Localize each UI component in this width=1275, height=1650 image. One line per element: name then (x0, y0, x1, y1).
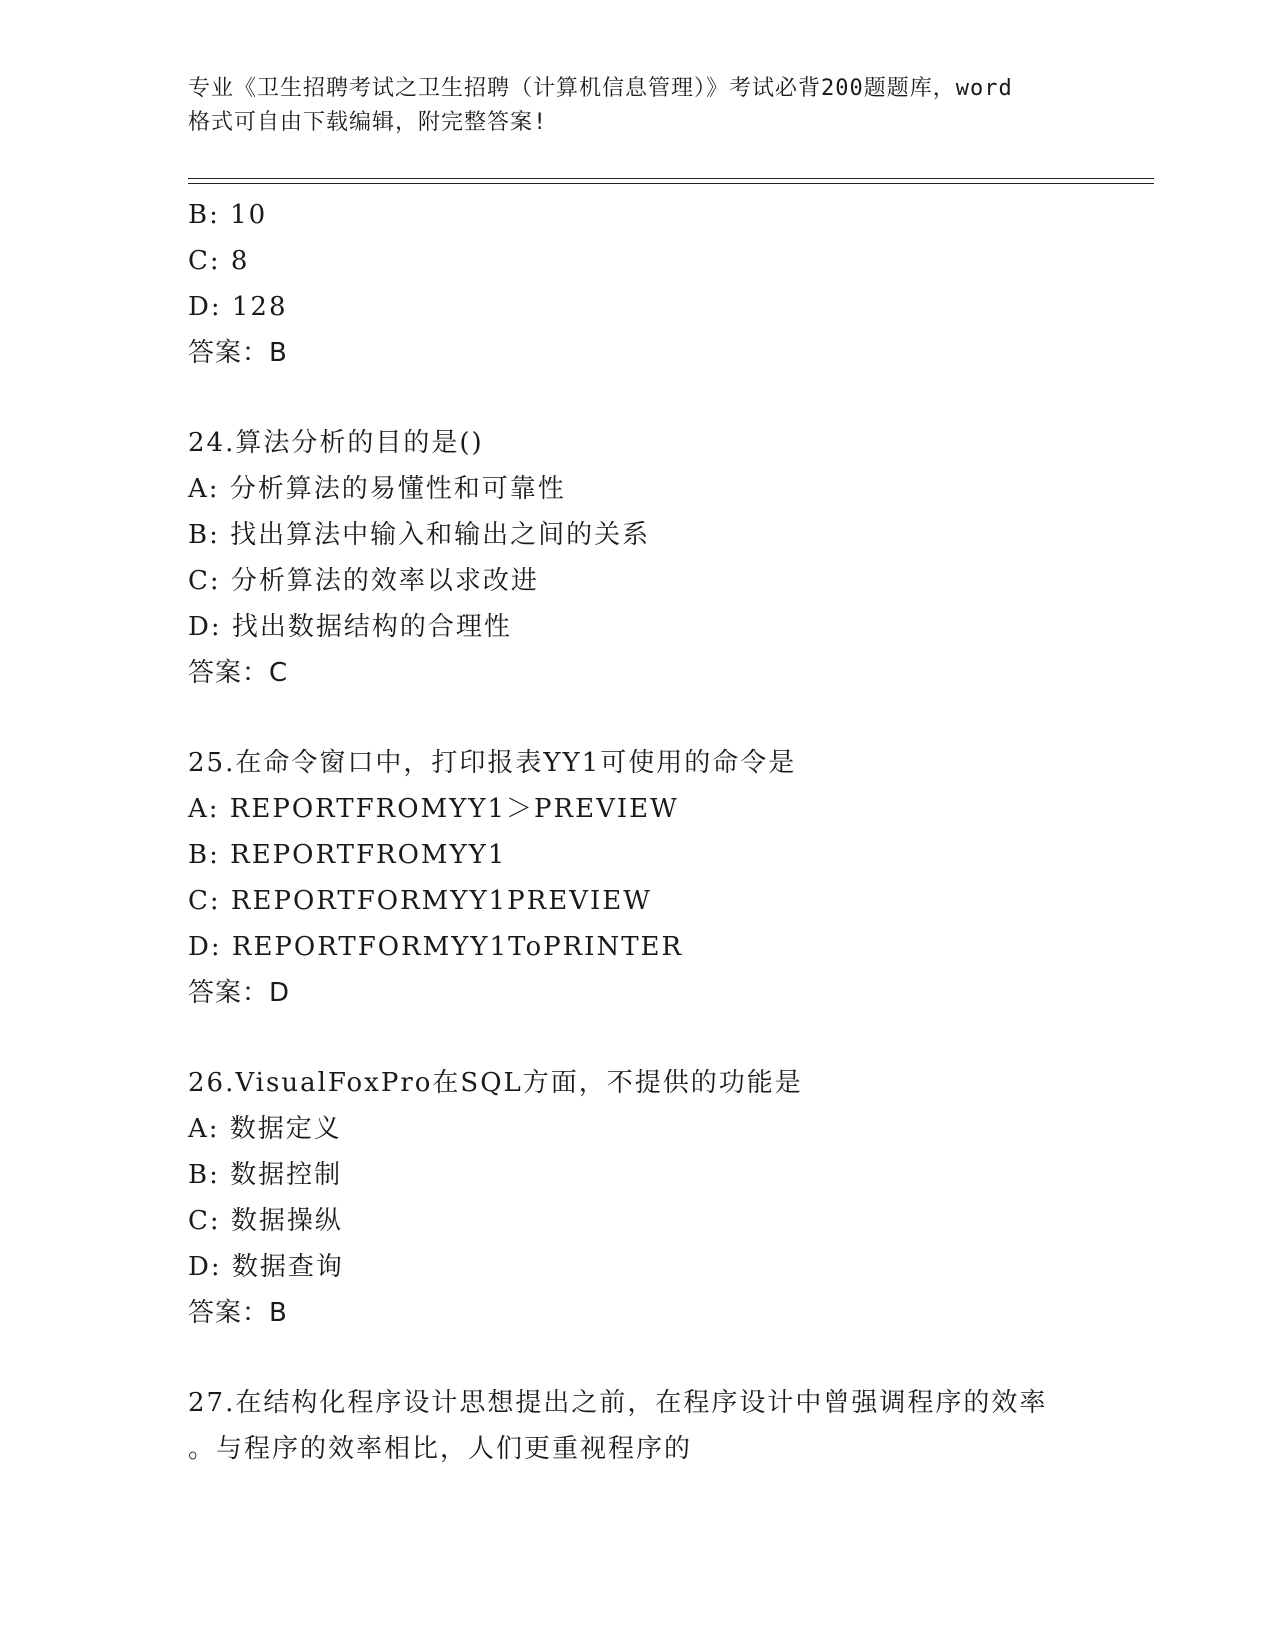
spacer (188, 696, 1154, 740)
option-a: A: REPORTFROMYY1＞PREVIEW (188, 794, 679, 824)
header-line-2: 格式可自由下载编辑，附完整答案! (188, 110, 548, 135)
header-line-1: 专业《卫生招聘考试之卫生招聘（计算机信息管理）》考试必背200题题库，word (188, 76, 1013, 101)
answer-line: 答案：D (188, 978, 291, 1008)
question-text: 26.VisualFoxPro在SQL方面，不提供的功能是 (188, 1068, 803, 1098)
question-text: 24.算法分析的目的是() (188, 428, 484, 458)
option-b: B: 数据控制 (188, 1160, 343, 1190)
option-d: D: 找出数据结构的合理性 (188, 612, 512, 642)
question-block-23 (188, 192, 1154, 376)
option-d: D: 128 (188, 292, 288, 322)
question-block-25 (188, 740, 1154, 1016)
option-b: B: 10 (188, 200, 268, 230)
spacer (188, 376, 1154, 420)
option-b: B: 找出算法中输入和输出之间的关系 (188, 520, 651, 550)
document-header (188, 72, 1088, 140)
question-content (188, 192, 1154, 1472)
option-c: C: 分析算法的效率以求改进 (188, 566, 539, 596)
option-d: D: REPORTFORMYY1ToPRINTER (188, 932, 684, 962)
option-d: D: 数据查询 (188, 1252, 344, 1282)
option-a: A: 分析算法的易懂性和可靠性 (188, 474, 566, 504)
answer-line: 答案：B (188, 1298, 288, 1328)
option-c: C: REPORTFORMYY1PREVIEW (188, 886, 652, 916)
option-c: C: 数据操纵 (188, 1206, 343, 1236)
question-block-27 (188, 1380, 1154, 1472)
answer-line: 答案：C (188, 658, 289, 688)
question-text: 25.在命令窗口中，打印报表YY1可使用的命令是 (188, 748, 797, 778)
answer-line: 答案：B (188, 338, 288, 368)
question-text-line-2: 。与程序的效率相比，人们更重视程序的 (188, 1434, 693, 1464)
question-text-line-1: 27.在结构化程序设计思想提出之前，在程序设计中曾强调程序的效率 (188, 1388, 1048, 1418)
spacer (188, 1336, 1154, 1380)
option-a: A: 数据定义 (188, 1114, 342, 1144)
spacer (188, 1016, 1154, 1060)
header-rule-top (188, 178, 1154, 179)
question-block-26 (188, 1060, 1154, 1336)
header-rule-bottom (188, 183, 1154, 184)
option-b: B: REPORTFROMYY1 (188, 840, 507, 870)
question-block-24 (188, 420, 1154, 696)
option-c: C: 8 (188, 246, 250, 276)
